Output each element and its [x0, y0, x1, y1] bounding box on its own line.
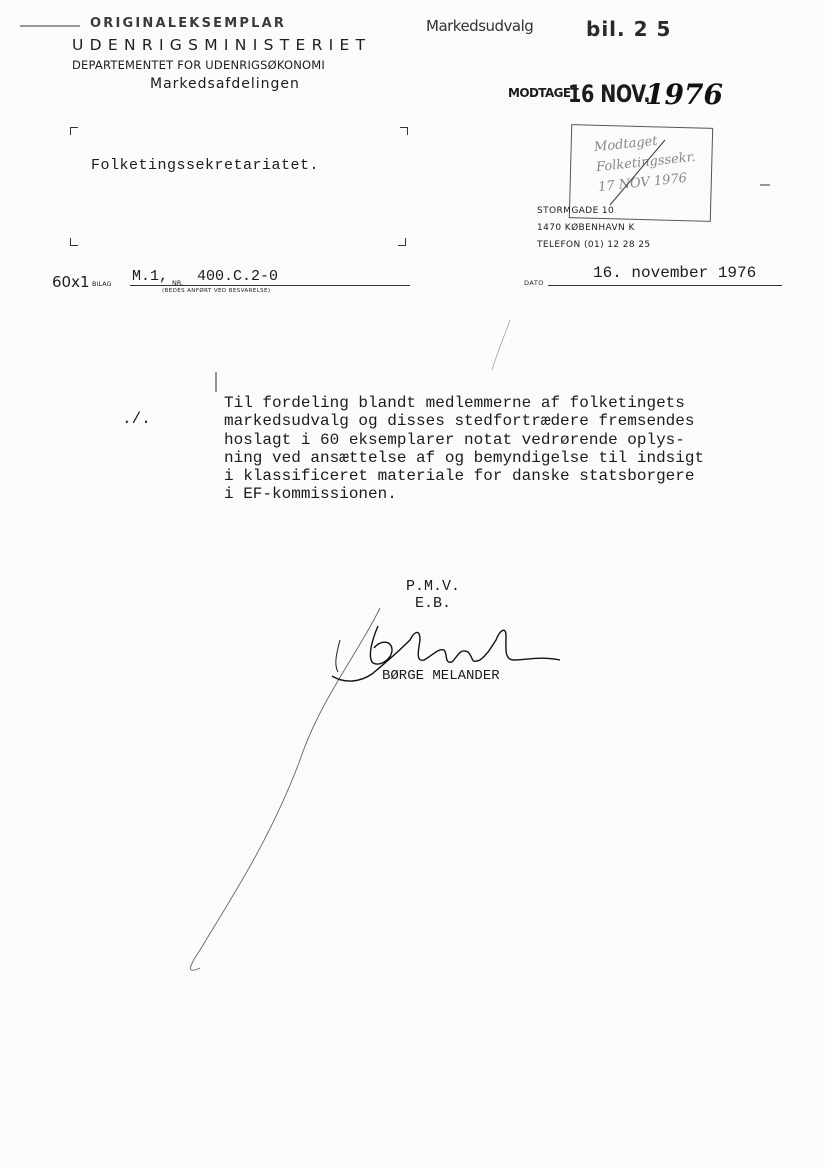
faint-stroke: [492, 320, 510, 370]
bilag-annotation: bil. 2 5: [586, 17, 672, 41]
address-phone: TELEFON (01) 12 28 25: [537, 240, 651, 250]
received-stamp-prefix: MODTAGET: [508, 86, 579, 100]
copies-count: 60x1: [52, 273, 90, 291]
received-stamp-date: 16 NOV.: [568, 80, 651, 108]
address-city: 1470 KØBENHAVN K: [537, 223, 635, 233]
bilag-value: M.1,: [132, 268, 169, 285]
ministry-name: UDENRIGSMINISTERIET: [72, 36, 372, 54]
letter-body: Til fordeling blandt medlemmerne af folketingets markedsudvalg og disses stedfortrædere fremsendes hoslagt i 60 eksemplarer notat vedrørende oplys- ning ved ansættelse af og bemyndigelse til indsigt i klassificeret materiale for danske statsborgere i EF-kommissionen.: [224, 394, 705, 504]
bilag-label: BILAG: [92, 280, 112, 288]
received-stamp-year: 1976: [645, 78, 723, 111]
stamp-slash: [610, 140, 665, 205]
closing-pmv: P.M.V. E.B.: [406, 578, 461, 612]
committee-annotation: Markedsudvalg: [426, 17, 534, 35]
reference-number: 400.C.2-0: [197, 268, 279, 285]
signature-flourish: [336, 640, 340, 672]
registration-stamp-text: Modtaget Folketingssekr. 17 NOV 1976: [593, 133, 697, 196]
nr-label: NR.: [172, 279, 184, 287]
original-copy-stamp: ORIGINALEKSEMPLAR: [90, 16, 287, 31]
reference-note: (BEDES ANFØRT VED BESVARELSE): [162, 288, 271, 294]
date-label: DATO: [524, 279, 544, 287]
address-street: STORMGADE 10: [537, 206, 615, 216]
recipient: Folketingssekretariatet.: [91, 157, 320, 174]
pencil-stroke: [191, 608, 380, 970]
signer-name: BØRGE MELANDER: [382, 668, 500, 684]
enclosure-mark: ./.: [122, 410, 151, 428]
section-name: Markedsafdelingen: [150, 76, 300, 92]
department-name: DEPARTEMENTET FOR UDENRIGSØKONOMI: [72, 58, 326, 72]
letter-date: 16. november 1976: [593, 264, 757, 282]
